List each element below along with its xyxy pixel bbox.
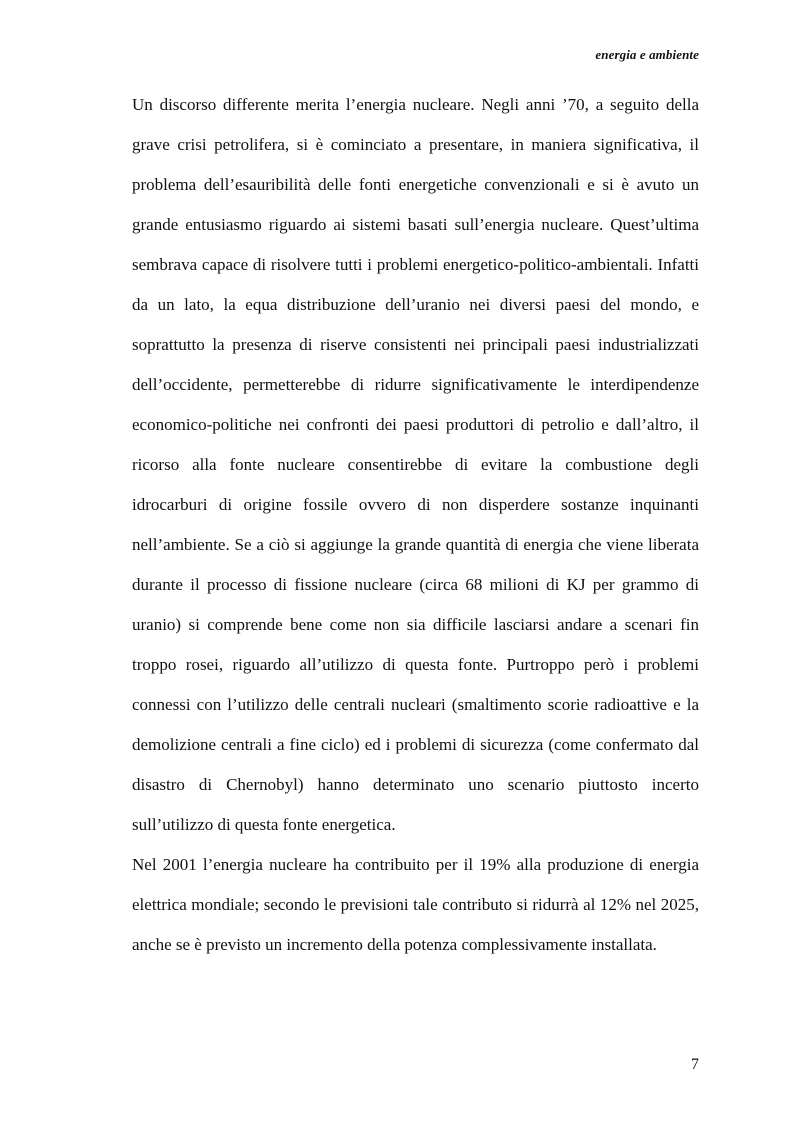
page-number: 7: [691, 1056, 699, 1073]
paragraph-nuclear-energy: Un discorso differente merita l’energia nucleare. Negli anni ’70, a seguito della grave crisi petrolifera, si è cominciato a presentare, in maniera significativa, il problema dell’esauribilità delle fonti energetiche convenzionali e si è avuto un grande entusiasmo riguardo ai sistemi basati sull’energia nucleare. Quest’ultima sembrava capace di risolvere tutti i problemi energetico-politico-ambientali. Infatti da un lato, la equa distribuzione dell’uranio nei diversi paesi del mondo, e soprattutto la presenza di riserve consistenti nei principali paesi industrializzati dell’occidente, permetterebbe di ridurre significativamente le interdipendenze economico-politiche nei confronti dei paesi produttori di petrolio e dall’altro, il ricorso alla fonte nucleare consentirebbe di evitare la combustione degli idrocarburi di origine fossile ovvero di non disperdere sostanze inquinanti nell’ambiente. Se a ciò si aggiunge la grande quantità di energia che viene liberata durante il processo di fissione nucleare (circa 68 milioni di KJ per grammo di uranio) si comprende bene come non sia difficile lasciarsi andare a scenari fin troppo rosei, riguardo all’utilizzo di questa fonte. Purtroppo però i problemi connessi con l’utilizzo delle centrali nucleari (smaltimento scorie radioattive e la demolizione centrali a fine ciclo) ed i problemi di sicurezza (come confermato dal disastro di Chernobyl) hanno determinato uno scenario piuttosto incerto sull’utilizzo di questa fonte energetica.: [132, 95, 699, 834]
paragraph-nuclear-statistics: Nel 2001 l’energia nucleare ha contribuito per il 19% alla produzione di energia elettrica mondiale; secondo le previsioni tale contributo si ridurrà al 12% nel 2025, anche se è previsto un incremento della potenza complessivamente installata.: [132, 855, 699, 954]
running-header: energia e ambiente: [595, 47, 699, 62]
body-text: [132, 85, 699, 965]
